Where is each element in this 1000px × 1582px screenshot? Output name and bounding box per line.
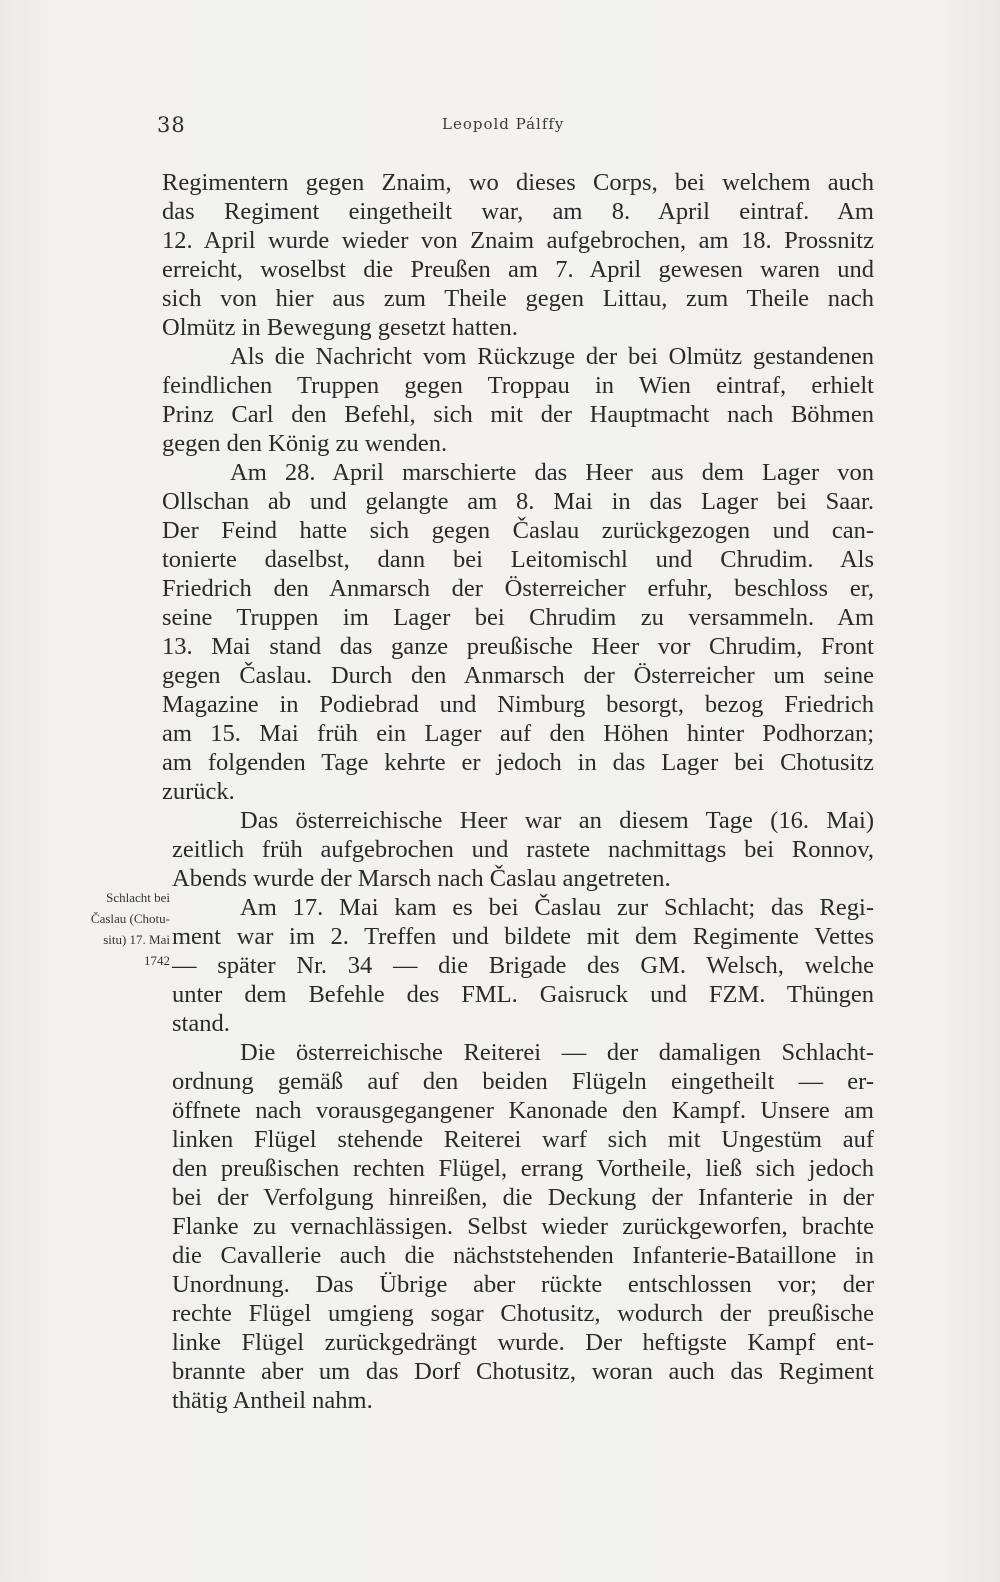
text-line: stand. — [172, 1010, 230, 1037]
text-line: 12. April wurde wieder von Znaim aufgebrochen, am 18. Prossnitz — [162, 227, 874, 254]
text-line: Das österreichische Heer war an diesem Tage (16. Mai) — [240, 807, 874, 834]
text-line: Prinz Carl den Befehl, sich mit der Hauptmacht nach Böhmen — [162, 401, 874, 428]
text-line: Olmütz in Bewegung gesetzt hatten. — [162, 314, 518, 341]
text-line: Am 28. April marschierte das Heer aus dem Lager von — [230, 459, 874, 486]
margin-note-line: Časlau (Chotu- — [90, 911, 170, 926]
text-line: linke Flügel zurückgedrängt wurde. Der heftigste Kampf ent- — [172, 1329, 874, 1356]
text-line: feindlichen Truppen gegen Troppau in Wien eintraf, erhielt — [162, 372, 874, 399]
margin-note — [52, 887, 170, 971]
text-line: seine Truppen im Lager bei Chrudim zu versammeln. Am — [162, 604, 874, 631]
text-line: zeitlich früh aufgebrochen und rastete nachmittags bei Ronnov, — [172, 836, 874, 863]
margin-note-line: 1742 — [144, 953, 170, 968]
text-line: den preußischen rechten Flügel, errang Vortheile, ließ sich jedoch — [172, 1155, 874, 1182]
text-line: unter dem Befehle des FML. Gaisruck und FZM. Thüngen — [172, 981, 874, 1008]
text-line: ment war im 2. Treffen und bildete mit dem Regimente Vettes — [172, 923, 874, 950]
text-line: das Regiment eingetheilt war, am 8. April eintraf. Am — [162, 198, 874, 225]
text-line: am folgenden Tage kehrte er jedoch in das Lager bei Chotusitz — [162, 749, 874, 776]
text-line: Flanke zu vernachlässigen. Selbst wieder zurückgeworfen, brachte — [172, 1213, 874, 1240]
text-line: erreicht, woselbst die Preußen am 7. April gewesen waren und — [162, 256, 874, 283]
text-line: zurück. — [162, 778, 235, 805]
text-line: brannte aber um das Dorf Chotusitz, woran auch das Regiment — [172, 1358, 874, 1385]
text-line: Abends wurde der Marsch nach Časlau angetreten. — [172, 865, 671, 892]
text-line: Der Feind hatte sich gegen Časlau zurückgezogen und can- — [162, 517, 874, 544]
text-line: rechte Flügel umgieng sogar Chotusitz, wodurch der preußische — [172, 1300, 874, 1327]
text-line: Friedrich den Anmarsch der Österreicher erfuhr, beschloss er, — [162, 575, 874, 602]
text-line: Die österreichische Reiterei — der damaligen Schlacht- — [240, 1039, 874, 1066]
text-line: sich von hier aus zum Theile gegen Littau, zum Theile nach — [162, 285, 874, 312]
text-line: 13. Mai stand das ganze preußische Heer vor Chrudim, Front — [162, 633, 874, 660]
text-line: Als die Nachricht vom Rückzuge der bei Olmütz gestandenen — [230, 343, 874, 370]
text-line: thätig Antheil nahm. — [172, 1387, 373, 1414]
text-line: die Cavallerie auch die nächststehenden Infanterie-Bataillone in — [172, 1242, 874, 1269]
text-line: am 15. Mai früh ein Lager auf den Höhen hinter Podhorzan; — [162, 720, 874, 747]
text-line: linken Flügel stehende Reiterei warf sich mit Ungestüm auf — [172, 1126, 874, 1153]
text-line: gegen den König zu wenden. — [162, 430, 448, 457]
text-line: öffnete nach vorausgegangener Kanonade den Kampf. Unsere am — [172, 1097, 874, 1124]
body-text-upper — [162, 168, 874, 806]
margin-note-line: situ) 17. Mai — [103, 932, 170, 947]
text-line: Unordnung. Das Übrige aber rückte entschlossen vor; der — [172, 1271, 874, 1298]
text-line: ordnung gemäß auf den beiden Flügeln eingetheilt — er- — [172, 1068, 874, 1095]
text-line: Regimentern gegen Znaim, wo dieses Corps, bei welchem auch — [162, 169, 874, 196]
body-text-lower — [172, 806, 874, 1415]
text-line: Magazine in Podiebrad und Nimburg besorgt, bezog Friedrich — [162, 691, 874, 718]
running-head: Leopold Pálffy — [442, 115, 565, 133]
page-number: 38 — [157, 113, 186, 137]
text-line: Ollschan ab und gelangte am 8. Mai in das Lager bei Saar. — [162, 488, 874, 515]
margin-note-line: Schlacht bei — [106, 890, 170, 905]
text-line: tonierte daselbst, dann bei Leitomischl und Chrudim. Als — [162, 546, 874, 573]
text-line: Am 17. Mai kam es bei Časlau zur Schlacht; das Regi- — [240, 894, 874, 921]
text-line: — später Nr. 34 — die Brigade des GM. Welsch, welche — [172, 952, 874, 979]
text-line: gegen Časlau. Durch den Anmarsch der Österreicher um seine — [162, 662, 874, 689]
text-line: bei der Verfolgung hinreißen, die Deckung der Infanterie in der — [172, 1184, 874, 1211]
